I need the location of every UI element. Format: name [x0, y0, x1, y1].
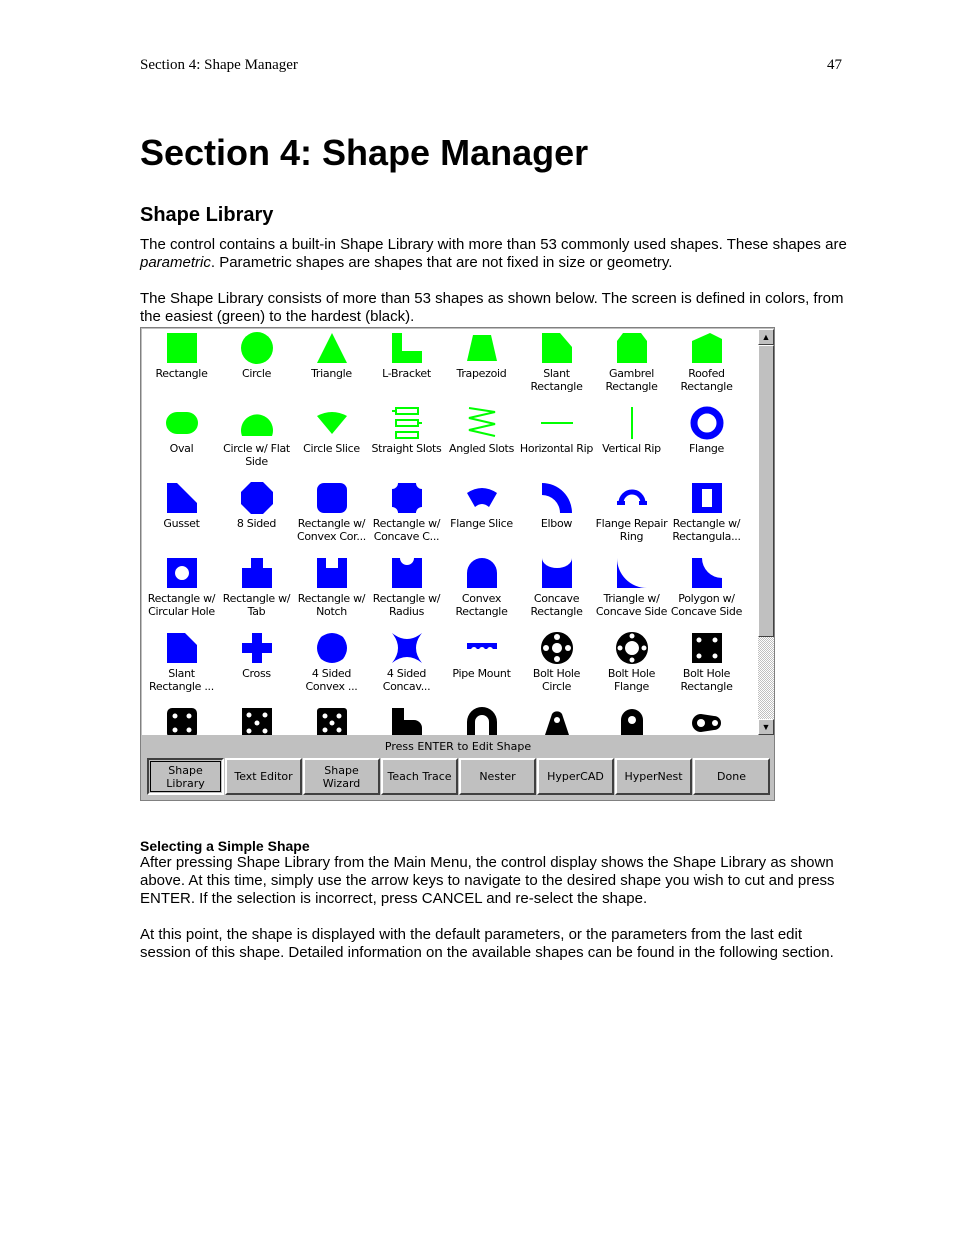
rounded-square-holes-icon [165, 706, 199, 735]
circle-icon [240, 331, 274, 365]
flange-icon [690, 406, 724, 440]
shape-label: Rectangle w/ Notch [297, 592, 366, 618]
shape-label: Elbow [540, 517, 573, 530]
flange-repair-ring-icon [615, 481, 649, 515]
shape-label: Trapezoid [456, 367, 507, 380]
shape-label: Triangle [311, 367, 352, 380]
shape-label: Cross [242, 667, 271, 680]
rectangle-icon [165, 331, 199, 365]
status-text: Press ENTER to Edit Shape [384, 740, 532, 753]
shape-item[interactable] [444, 554, 519, 629]
gusset-icon [165, 481, 199, 515]
link-icon [690, 706, 724, 735]
boot-icon [390, 706, 424, 735]
scroll-up-arrow-icon[interactable]: ▲ [758, 329, 774, 345]
bolt-hole-rectangle-icon [690, 631, 724, 665]
shape-item[interactable] [669, 629, 744, 704]
shape-item[interactable] [594, 404, 669, 479]
shape-label: Pipe Mount [452, 667, 511, 680]
shape-label: Angled Slots [449, 442, 514, 455]
shape-label: Flange [688, 442, 725, 455]
shape-item[interactable] [294, 554, 369, 629]
shape-label: Slant Rectangle ... [149, 667, 214, 693]
vertical-rip-icon [615, 406, 649, 440]
rect-radius-icon [390, 556, 424, 590]
shape-item[interactable] [144, 404, 219, 479]
roofed-rectangle-icon [690, 331, 724, 365]
lug-2-icon [615, 706, 649, 735]
shape-item[interactable] [294, 329, 369, 404]
shape-label: Convex Rectangle [455, 592, 508, 618]
shape-item[interactable] [219, 704, 294, 735]
shape-label: Circle Slice [303, 442, 360, 455]
flange-slice-icon [465, 481, 499, 515]
shape-item[interactable] [444, 629, 519, 704]
rect-concave-corners-icon [390, 481, 424, 515]
straight-slots-icon [390, 406, 424, 440]
pipe-mount-icon [465, 631, 499, 665]
slant-rectangle-icon [540, 331, 574, 365]
four-sided-convex-icon [315, 631, 349, 665]
scroll-thumb[interactable] [758, 345, 774, 637]
section-subtitle: Shape Library [140, 204, 274, 226]
shape-item[interactable] [519, 479, 594, 554]
shape-label: Rectangle w/ Rectangula... [672, 517, 741, 543]
shape-label: 4 Sided Convex ... [305, 667, 358, 693]
rect-rect-hole-icon [690, 481, 724, 515]
four-sided-concave-icon [390, 631, 424, 665]
shape-item[interactable] [294, 404, 369, 479]
shape-label: Triangle w/ Concave Side [595, 592, 668, 618]
shape-item[interactable] [594, 704, 669, 735]
shape-item[interactable] [219, 479, 294, 554]
shape-label: Vertical Rip [602, 442, 661, 455]
vertical-scrollbar[interactable] [758, 329, 774, 735]
trapezoid-icon [465, 331, 499, 365]
shape-label: Circle w/ Flat Side [223, 442, 290, 468]
shape-item[interactable] [369, 554, 444, 629]
shape-label: L-Bracket [382, 367, 431, 380]
arch-icon [465, 706, 499, 735]
convex-rectangle-icon [465, 556, 499, 590]
shape-label: Rectangle w/ Tab [222, 592, 291, 618]
lug-icon [540, 706, 574, 735]
selecting-heading: Selecting a Simple Shape [140, 838, 310, 854]
shape-item[interactable] [219, 629, 294, 704]
shape-item[interactable] [369, 704, 444, 735]
shape-item[interactable] [144, 554, 219, 629]
rect-convex-corners-icon [315, 481, 349, 515]
shape-label: Bolt Hole Rectangle [680, 667, 733, 693]
shape-library-screenshot [140, 327, 775, 801]
shape-item[interactable] [519, 554, 594, 629]
shape-label: Straight Slots [371, 442, 442, 455]
shape-label: Rectangle w/ Circular Hole [147, 592, 216, 618]
shape-item[interactable] [594, 554, 669, 629]
menu-button-done[interactable]: Done [693, 758, 770, 795]
shape-item[interactable] [519, 704, 594, 735]
shape-item[interactable] [369, 629, 444, 704]
shape-label: Flange Repair Ring [595, 517, 668, 543]
bolt-hole-flange-icon [615, 631, 649, 665]
shape-item[interactable] [294, 479, 369, 554]
shape-label: Gambrel Rectangle [605, 367, 658, 393]
shape-item[interactable] [519, 404, 594, 479]
menu-button-hypernest[interactable]: HyperNest [615, 758, 692, 795]
shape-label: Rectangle [155, 367, 208, 380]
shape-item[interactable] [669, 404, 744, 479]
shape-item[interactable] [444, 704, 519, 735]
rect-tab-icon [240, 556, 274, 590]
shape-item[interactable] [219, 329, 294, 404]
menu-button-row [147, 758, 772, 796]
oval-icon [165, 406, 199, 440]
gambrel-rectangle-icon [615, 331, 649, 365]
shape-label: 8 Sided [236, 517, 277, 530]
shape-item[interactable] [369, 479, 444, 554]
menu-button-shape-library[interactable]: Shape Library [147, 758, 224, 795]
polygon-concave-icon [690, 556, 724, 590]
circle-flat-side-icon [240, 406, 274, 440]
shape-item[interactable] [219, 404, 294, 479]
selecting-paragraph-1: After pressing Shape Library from the Main Menu, the control display shows the Shape Library as shown above. At this time, simply use the arrow keys to navigate to the desired shape you wish to cut and press ENTER. If the selection is incorrect, press CANCEL and re-select the shape. [140, 854, 835, 907]
shape-item[interactable] [369, 329, 444, 404]
menu-button-shape-wizard[interactable]: Shape Wizard [303, 758, 380, 795]
shape-item[interactable] [444, 404, 519, 479]
shape-item[interactable] [444, 479, 519, 554]
shape-item[interactable] [594, 329, 669, 404]
shape-item[interactable] [144, 479, 219, 554]
bolt-hole-circle-icon [540, 631, 574, 665]
running-header-section: Section 4: Shape Manager [140, 57, 298, 73]
l-bracket-icon [390, 331, 424, 365]
menu-button-hypercad[interactable]: HyperCAD [537, 758, 614, 795]
shape-item[interactable] [144, 329, 219, 404]
shape-item[interactable] [519, 329, 594, 404]
shape-label: Flange Slice [450, 517, 513, 530]
elbow-icon [540, 481, 574, 515]
selecting-paragraph-2: At this point, the shape is displayed with the default parameters, or the parameters from the last edit session of this shape. Detailed information on the available shapes can be found in the following section. [140, 926, 834, 961]
shape-item[interactable] [444, 329, 519, 404]
intro-paragraph-2: The Shape Library consists of more than 53 shapes as shown below. The screen is defined in colors, from the easiest (green) to the hardest (black). [140, 290, 844, 325]
shape-item[interactable] [669, 554, 744, 629]
page-title: Section 4: Shape Manager [140, 132, 589, 173]
horizontal-rip-icon [540, 406, 574, 440]
shape-item[interactable] [669, 479, 744, 554]
triangle-icon [315, 331, 349, 365]
shape-grid [142, 329, 758, 735]
menu-button-nester[interactable]: Nester [459, 758, 536, 795]
shape-label: Rectangle w/ Radius [372, 592, 441, 618]
square-five-holes-icon [240, 706, 274, 735]
shape-label: Concave Rectangle [530, 592, 583, 618]
shape-label: Polygon w/ Concave Side [670, 592, 743, 618]
shape-item[interactable] [294, 704, 369, 735]
shape-item[interactable] [144, 704, 219, 735]
triangle-concave-icon [615, 556, 649, 590]
circle-slice-icon [315, 406, 349, 440]
shape-label: Oval [169, 442, 194, 455]
shape-item[interactable] [594, 629, 669, 704]
shape-label: Gusset [163, 517, 200, 530]
shape-item[interactable] [294, 629, 369, 704]
shape-label: Bolt Hole Circle [532, 667, 581, 693]
shape-item[interactable] [219, 554, 294, 629]
page-number: 47 [827, 57, 842, 73]
shape-label: Rectangle w/ Concave C... [372, 517, 441, 543]
shape-label: 4 Sided Concav... [382, 667, 431, 693]
running-header [140, 57, 842, 74]
rect-circular-hole-icon [165, 556, 199, 590]
rect-notch-icon [315, 556, 349, 590]
menu-button-text-editor[interactable]: Text Editor [225, 758, 302, 795]
shape-item[interactable] [669, 704, 744, 735]
square-holes-icon [315, 706, 349, 735]
intro-paragraph-1: The control contains a built-in Shape Library with more than 53 commonly used shapes. These shapes are parametric. Parametric shapes are shapes that are not fixed in size or geometry. [140, 236, 847, 271]
shape-item[interactable] [369, 404, 444, 479]
concave-rectangle-icon [540, 556, 574, 590]
shape-label: Horizontal Rip [519, 442, 594, 455]
shape-label: Circle [241, 367, 272, 380]
cross-icon [240, 631, 274, 665]
menu-button-teach-trace[interactable]: Teach Trace [381, 758, 458, 795]
shape-item[interactable] [519, 629, 594, 704]
octagon-icon [240, 481, 274, 515]
shape-item[interactable] [144, 629, 219, 704]
shape-label: Bolt Hole Flange [607, 667, 656, 693]
slant-rectangle-2-icon [165, 631, 199, 665]
shape-label: Rectangle w/ Convex Cor... [297, 517, 366, 543]
shape-item[interactable] [669, 329, 744, 404]
angled-slots-icon [465, 406, 499, 440]
shape-label: Slant Rectangle [530, 367, 583, 393]
shape-item[interactable] [594, 479, 669, 554]
shape-label: Roofed Rectangle [680, 367, 733, 393]
scroll-down-arrow-icon[interactable]: ▼ [758, 719, 774, 735]
